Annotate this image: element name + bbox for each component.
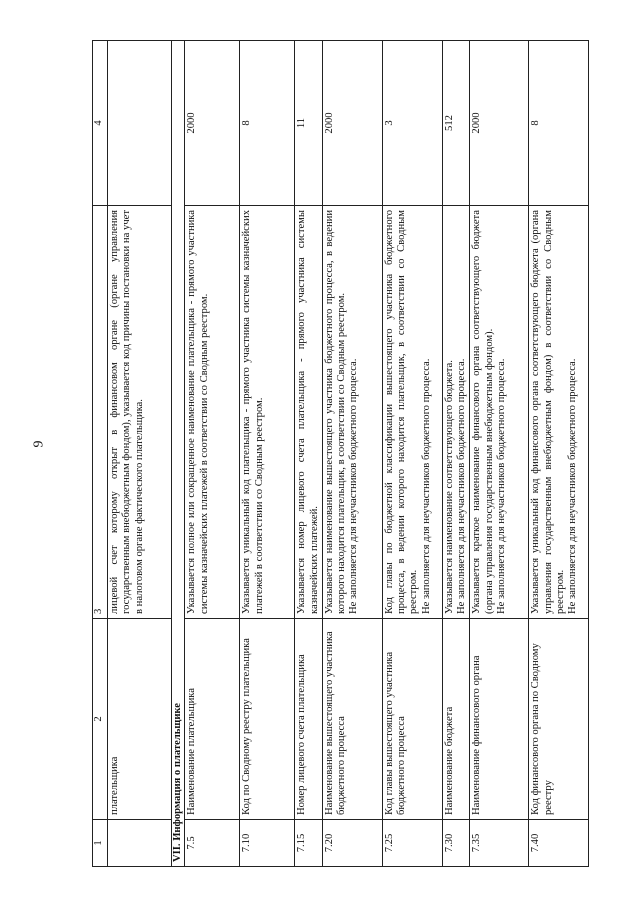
row-code: 7.10: [240, 820, 295, 867]
row-name: Код главы вышестоящего участника бюджетного процесса: [382, 619, 442, 820]
row-description: [382, 206, 442, 619]
row-name: Наименование финансового органа: [470, 619, 529, 820]
description-paragraph: Не заполняется для неучастников бюджетного процесса.: [496, 358, 508, 614]
row-description: [185, 206, 240, 619]
description-paragraph: Не заполняется для неучастников бюджетного процесса.: [567, 358, 579, 614]
description-paragraph: Не заполняется для неучастников бюджетного процесса.: [456, 358, 468, 614]
description-paragraph: Указывается уникальный код плательщика - прямого участника системы казначейских платежей в соответствии со Сводным реестром.: [241, 210, 265, 614]
row-length: 8: [240, 41, 295, 206]
table-row: [240, 41, 295, 867]
row-name: Код по Сводному реестру плательщика: [240, 619, 295, 820]
page-number: 9: [31, 440, 47, 448]
description-paragraph: Код главы по бюджетной классификации вышестоящего участника бюджетного процесса, в ведении которого находится плательщик, в соответствии со Сводным реестром.: [383, 210, 420, 614]
row-length: 11: [295, 41, 323, 206]
description-paragraph: Указывается наименование вышестоящего участника бюджетного процесса, в ведении которого находится плательщик, в соответствии со Сводным реестром.: [323, 210, 348, 614]
row-code: 7.25: [382, 820, 442, 867]
row-name: Наименование бюджета: [442, 619, 470, 820]
table-row: [185, 41, 240, 867]
table-row: [382, 41, 442, 867]
row-length: 2000: [322, 41, 382, 206]
description-paragraph: лицевой счет которому открыт в финансовом органе (органе управления государственным внебюджетным фондом), указывается код причины постановки на учет в налоговом органе фактического плательщика.: [109, 210, 145, 614]
row-name: плательщика: [108, 619, 172, 820]
row-length: 8: [529, 41, 589, 206]
row-code: 7.20: [322, 820, 382, 867]
row-length: 512: [442, 41, 470, 206]
row-name: Код финансового органа по Сводному реестру: [529, 619, 589, 820]
row-code: 7.15: [295, 820, 323, 867]
row-code: 7.5: [185, 820, 240, 867]
row-code: 7.30: [442, 820, 470, 867]
header-col-4: 4: [93, 41, 108, 206]
row-length: 2000: [185, 41, 240, 206]
row-description: [295, 206, 323, 619]
section-title: VII. Информация о плательщике: [172, 41, 185, 867]
table-row: [470, 41, 529, 867]
header-col-3: 3: [93, 206, 108, 619]
description-paragraph: Указывается номер лицевого счета плательщика - прямого участника системы казначейских платежей.: [296, 210, 320, 614]
description-paragraph: Указывается уникальный код финансового органа соответствующего бюджета (органа управления государственным внебюджетным фондом) в соответствии со Сводным реестром.: [530, 210, 567, 614]
row-length: 2000: [470, 41, 529, 206]
requisites-table: [92, 40, 589, 867]
row-name: Номер лицевого счета плательщика: [295, 619, 323, 820]
table-header-row: [93, 41, 108, 867]
row-name: Наименование плательщика: [185, 619, 240, 820]
rotated-table-container: [92, 77, 622, 867]
row-description: [322, 206, 382, 619]
row-code: [108, 820, 172, 867]
table-body: [108, 41, 589, 867]
table-row: [322, 41, 382, 867]
description-paragraph: Не заполняется для неучастников бюджетного процесса.: [420, 358, 432, 614]
row-description: [240, 206, 295, 619]
description-paragraph: Не заполняется для неучастников бюджетного процесса.: [348, 358, 360, 614]
row-length: [108, 41, 172, 206]
table-row: [529, 41, 589, 867]
row-code: 7.35: [470, 820, 529, 867]
description-paragraph: Указывается полное или сокращенное наименование плательщика - прямого участника системы казначейских платежей в соответствии со Сводным реестром.: [186, 210, 210, 614]
row-description: [442, 206, 470, 619]
table-row: [295, 41, 323, 867]
header-col-2: 2: [93, 619, 108, 820]
description-paragraph: Указывается краткое наименование финансового органа соответствующего бюджета (органа управления государственным внебюджетным фондом).: [471, 210, 495, 614]
table-row: [442, 41, 470, 867]
section-row: [172, 41, 185, 867]
row-name: Наименование вышестоящего участника бюджетного процесса: [322, 619, 382, 820]
row-description: [108, 206, 172, 619]
row-description: [529, 206, 589, 619]
row-code: 7.40: [529, 820, 589, 867]
description-paragraph: Указывается наименование соответствующего бюджета.: [443, 360, 455, 614]
continuation-row: [108, 41, 172, 867]
row-description: [470, 206, 529, 619]
row-length: 3: [382, 41, 442, 206]
header-col-1: 1: [93, 820, 108, 867]
